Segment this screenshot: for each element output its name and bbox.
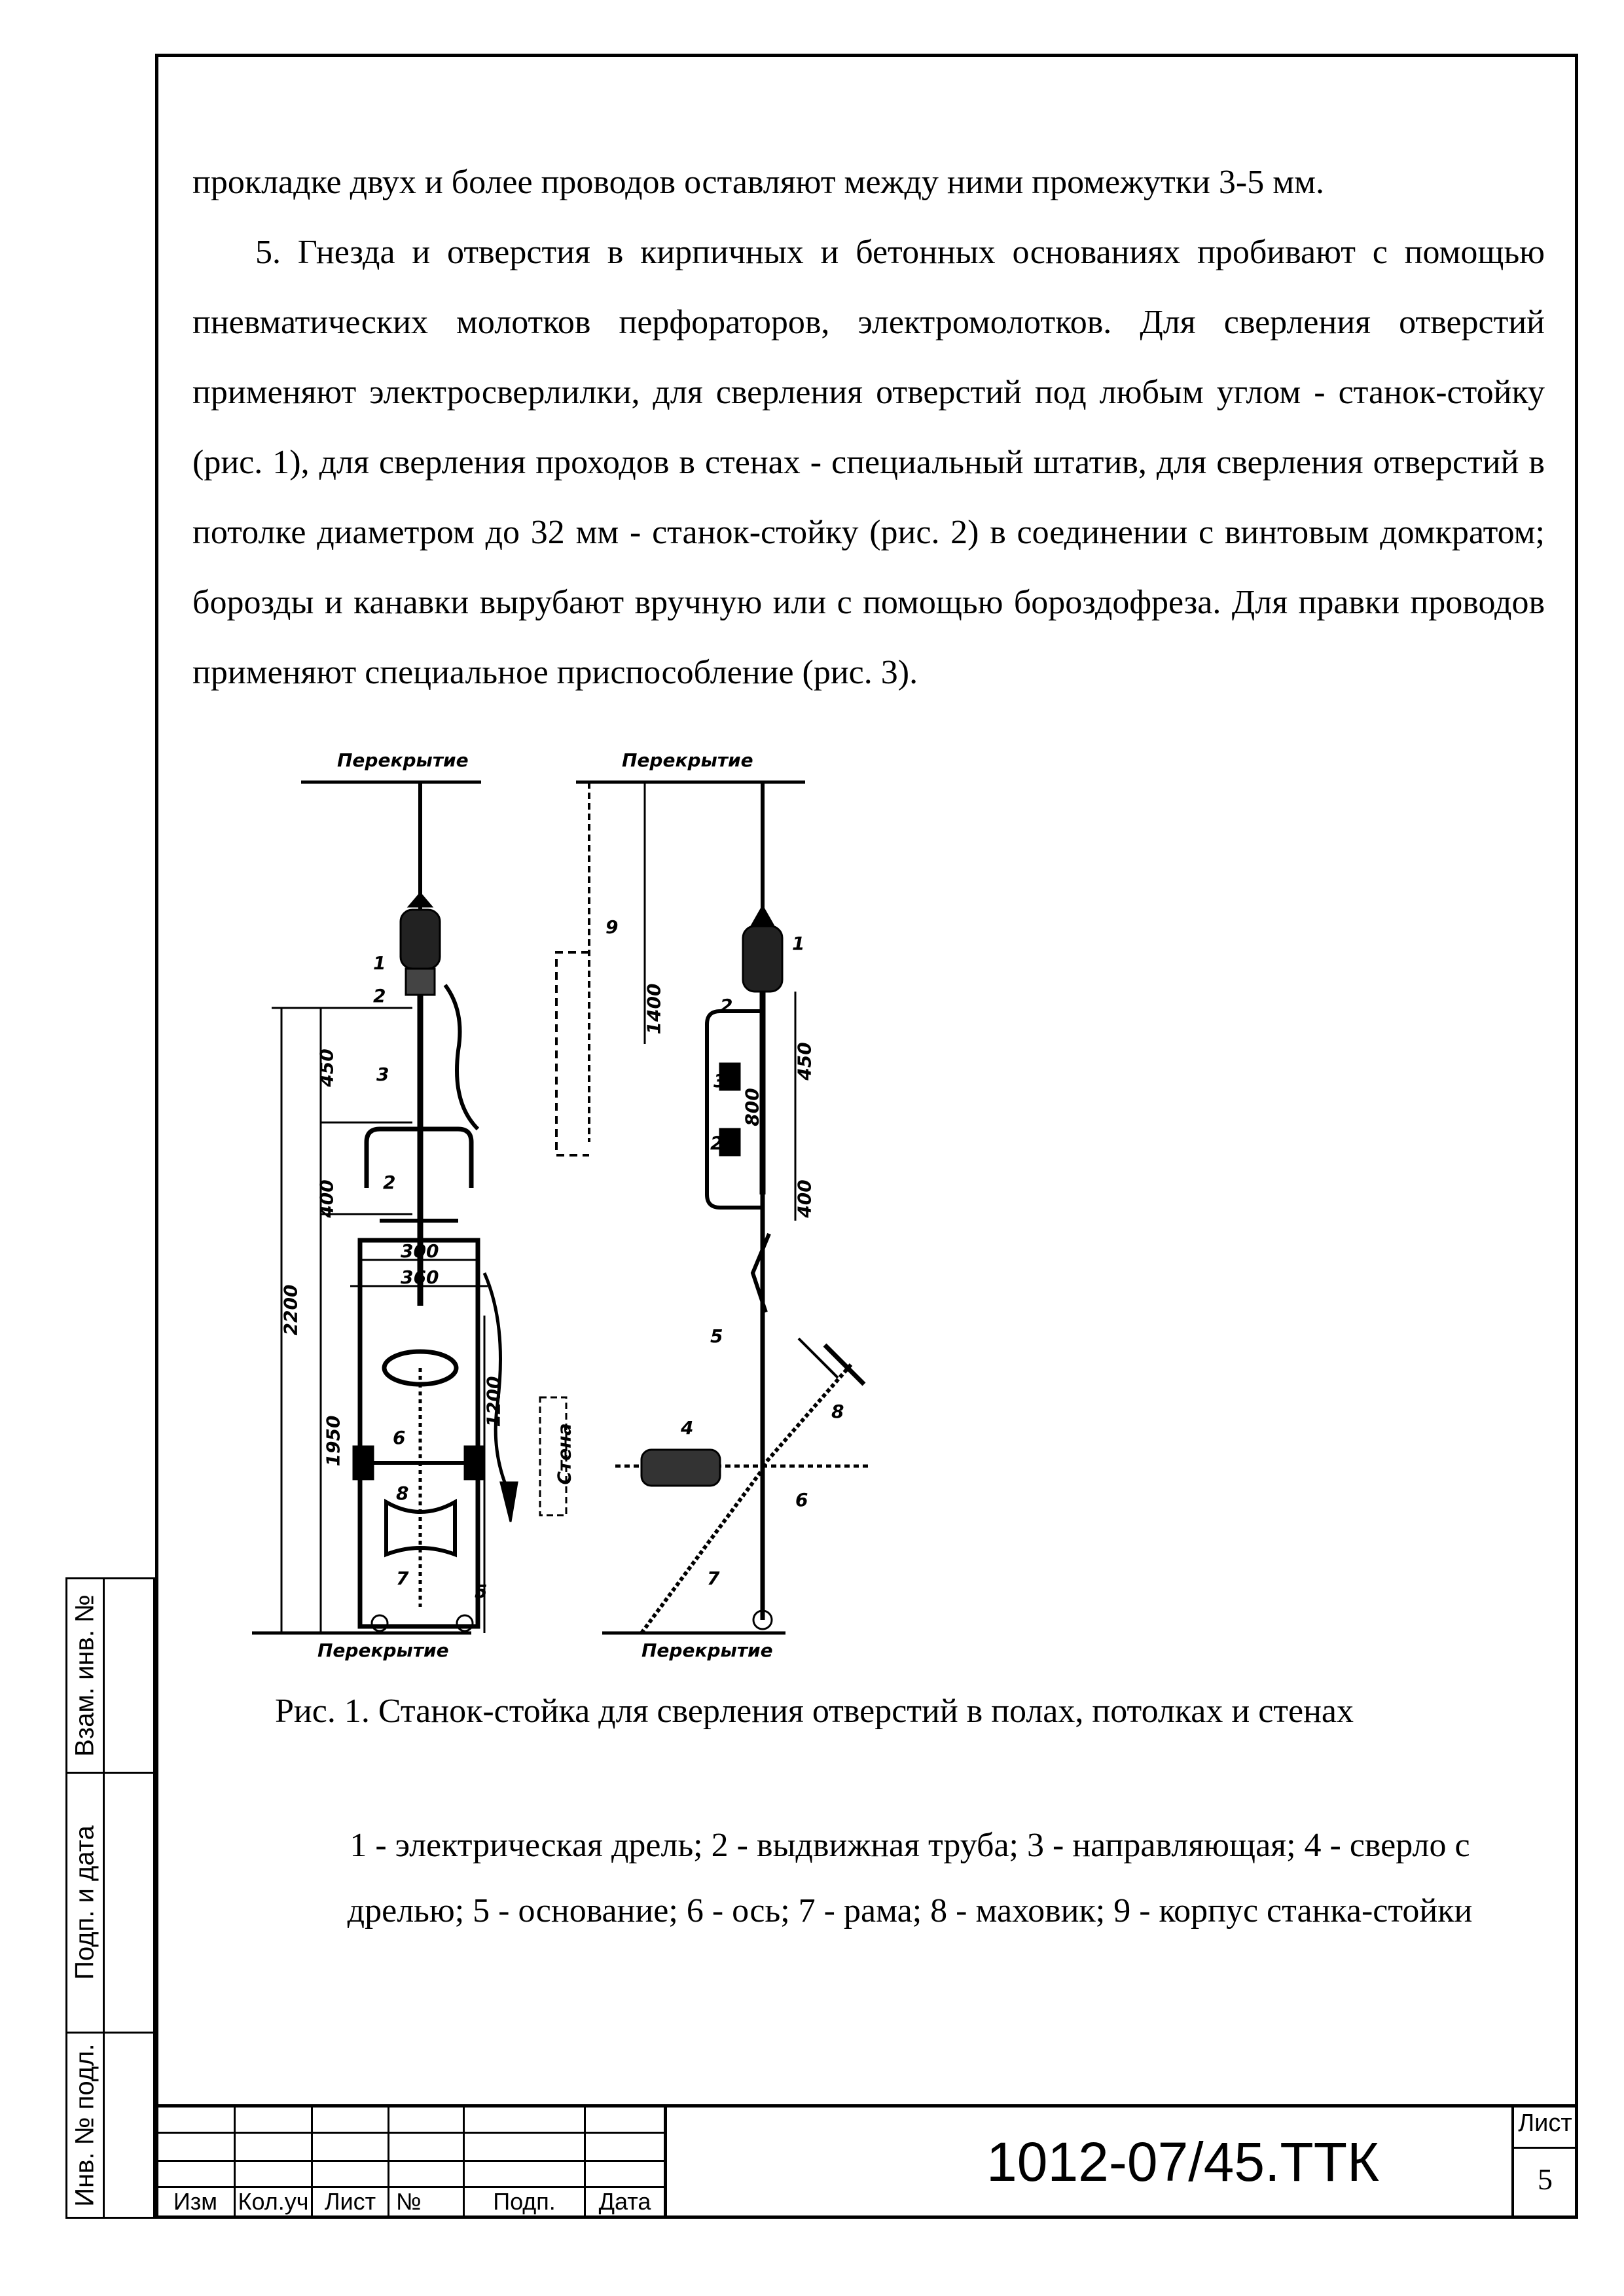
stamp-header-izm: Изм (173, 2188, 218, 2215)
figure-legend (242, 1813, 1578, 1944)
label-ceiling-right: Перекрытие (622, 749, 753, 771)
dim-450-right: 450 (793, 1042, 816, 1081)
body-text (192, 147, 1545, 708)
label-wall: Стена (553, 1423, 575, 1485)
frame-7-diagonal (641, 1469, 763, 1633)
dim-2200: 2200 (280, 1284, 302, 1336)
label-floor-right: Перекрытие (641, 1640, 773, 1661)
drill-chuck-left (406, 969, 435, 995)
figure-caption: Рис. 1. Станок-стойка для сверления отверстий в полах, потолках и стенах (275, 1693, 1354, 1730)
drill-head-left (401, 910, 440, 969)
dim-1400: 1400 (643, 983, 665, 1035)
dim-1200: 1200 (482, 1376, 505, 1427)
stamp-header-podp: Подп. (493, 2188, 556, 2215)
part-2b-left: 2 (383, 1172, 396, 1193)
part-5-right: 5 (710, 1325, 723, 1347)
tip-right (751, 906, 774, 926)
side-strip (65, 1577, 155, 2219)
drill-bit-left (501, 1482, 517, 1522)
legend-line-2: дрелью; 5 - основание; 6 - ось; 7 - рама; 8 - маховик; 9 - корпус станка-стойки (347, 1892, 1473, 1929)
part-2b-right: 2 (710, 1132, 723, 1154)
part-4-right: 4 (681, 1417, 694, 1439)
part-5-left: 5 (475, 1581, 488, 1602)
part-2-right: 2 (720, 995, 733, 1016)
sheet-number: 5 (1538, 2162, 1553, 2196)
figure-drawing (249, 736, 871, 1679)
side-cell-vzam-value (103, 1577, 155, 1774)
tip-left (409, 893, 431, 906)
dim-300: 300 (401, 1240, 439, 1262)
part-3-left: 3 (376, 1064, 389, 1085)
label-ceiling-left: Перекрытие (337, 749, 469, 771)
clamp-right-b (720, 1129, 740, 1155)
side-cell-inv (65, 2032, 105, 2219)
side-label-vzam: Взам. инв. № (70, 1594, 99, 1757)
label-floor-left: Перекрытие (317, 1640, 449, 1661)
legend-line-1: 1 - электрическая дрель; 2 - выдвижная труба; 3 - направляющая; 4 - сверло с (350, 1827, 1470, 1864)
part-7-right: 7 (707, 1568, 720, 1589)
stamp-col-6 (664, 2104, 667, 2219)
sheet-label: Лист (1518, 2109, 1572, 2137)
side-cell-inv-value (103, 2032, 155, 2219)
dim-450: 450 (316, 1049, 338, 1087)
title-block (155, 2104, 1578, 2219)
stamp-header-no: № (396, 2188, 422, 2215)
stamp-row-line-1 (155, 2132, 666, 2134)
part-3-right: 3 (713, 1070, 727, 1092)
part-7-left: 7 (396, 1568, 409, 1589)
part-8-left: 8 (396, 1482, 409, 1504)
side-cell-vzam (65, 1577, 105, 1774)
dim-400: 400 (316, 1179, 338, 1218)
part-9: 9 (605, 916, 619, 938)
cable-left (445, 985, 478, 1129)
part-1-left: 1 (373, 952, 386, 974)
side-cell-podp (65, 1772, 105, 2034)
drill-head-right (743, 926, 782, 992)
wheel-8-handle (825, 1345, 864, 1384)
part-1-right: 1 (792, 933, 805, 954)
figure-drill-stand (249, 736, 871, 1679)
side-cell-podp-value (103, 1772, 155, 2034)
stamp-top-line (155, 2104, 1578, 2108)
paragraph-continuation: прокладке двух и более проводов оставляют между ними промежутки 3-5 мм. (192, 164, 1324, 201)
drill-4 (641, 1450, 720, 1486)
dim-360: 360 (401, 1266, 439, 1288)
dim-400-right: 400 (793, 1179, 816, 1218)
stamp-header-kol: Кол.уч (238, 2188, 309, 2215)
dim-800: 800 (741, 1088, 763, 1126)
paragraph-5: 5. Гнезда и отверстия в кирпичных и бетонных основаниях пробивают с помощью пневматических молотков перфораторов, электромолотков. Для сверления отверстий применяют электросверлилки, для сверления отверстий под любым углом - станок-стойку (рис. 1), для сверления проходов в стенах - специальный штатив, для сверления отверстий в потолке диаметром до 32 мм - станок-стойку (рис. 2) в соединении с винтовым домкратом; борозды и канавки вырубают вручную или с помощью бороздофреза. Для правки проводов применяют специальное приспособление (рис. 3). (192, 234, 1545, 691)
stamp-header-list: Лист (324, 2188, 376, 2215)
part-8-right: 8 (831, 1401, 844, 1422)
stamp-sheet-divider (1511, 2147, 1578, 2149)
stamp-header-date: Дата (598, 2188, 651, 2215)
part-6-left: 6 (393, 1427, 406, 1448)
side-label-inv: Инв. № подл. (70, 2043, 99, 2207)
part-2-left: 2 (373, 985, 386, 1007)
wheel-8-rim (799, 1338, 838, 1378)
side-label-podp: Подп. и дата (70, 1825, 99, 1980)
document-code: 1012-07/45.ТТК (986, 2131, 1379, 2193)
part-6-right: 6 (795, 1489, 808, 1511)
body-9-frame (556, 952, 589, 1155)
dim-1950: 1950 (322, 1415, 344, 1467)
stamp-row-line-2 (155, 2160, 666, 2162)
